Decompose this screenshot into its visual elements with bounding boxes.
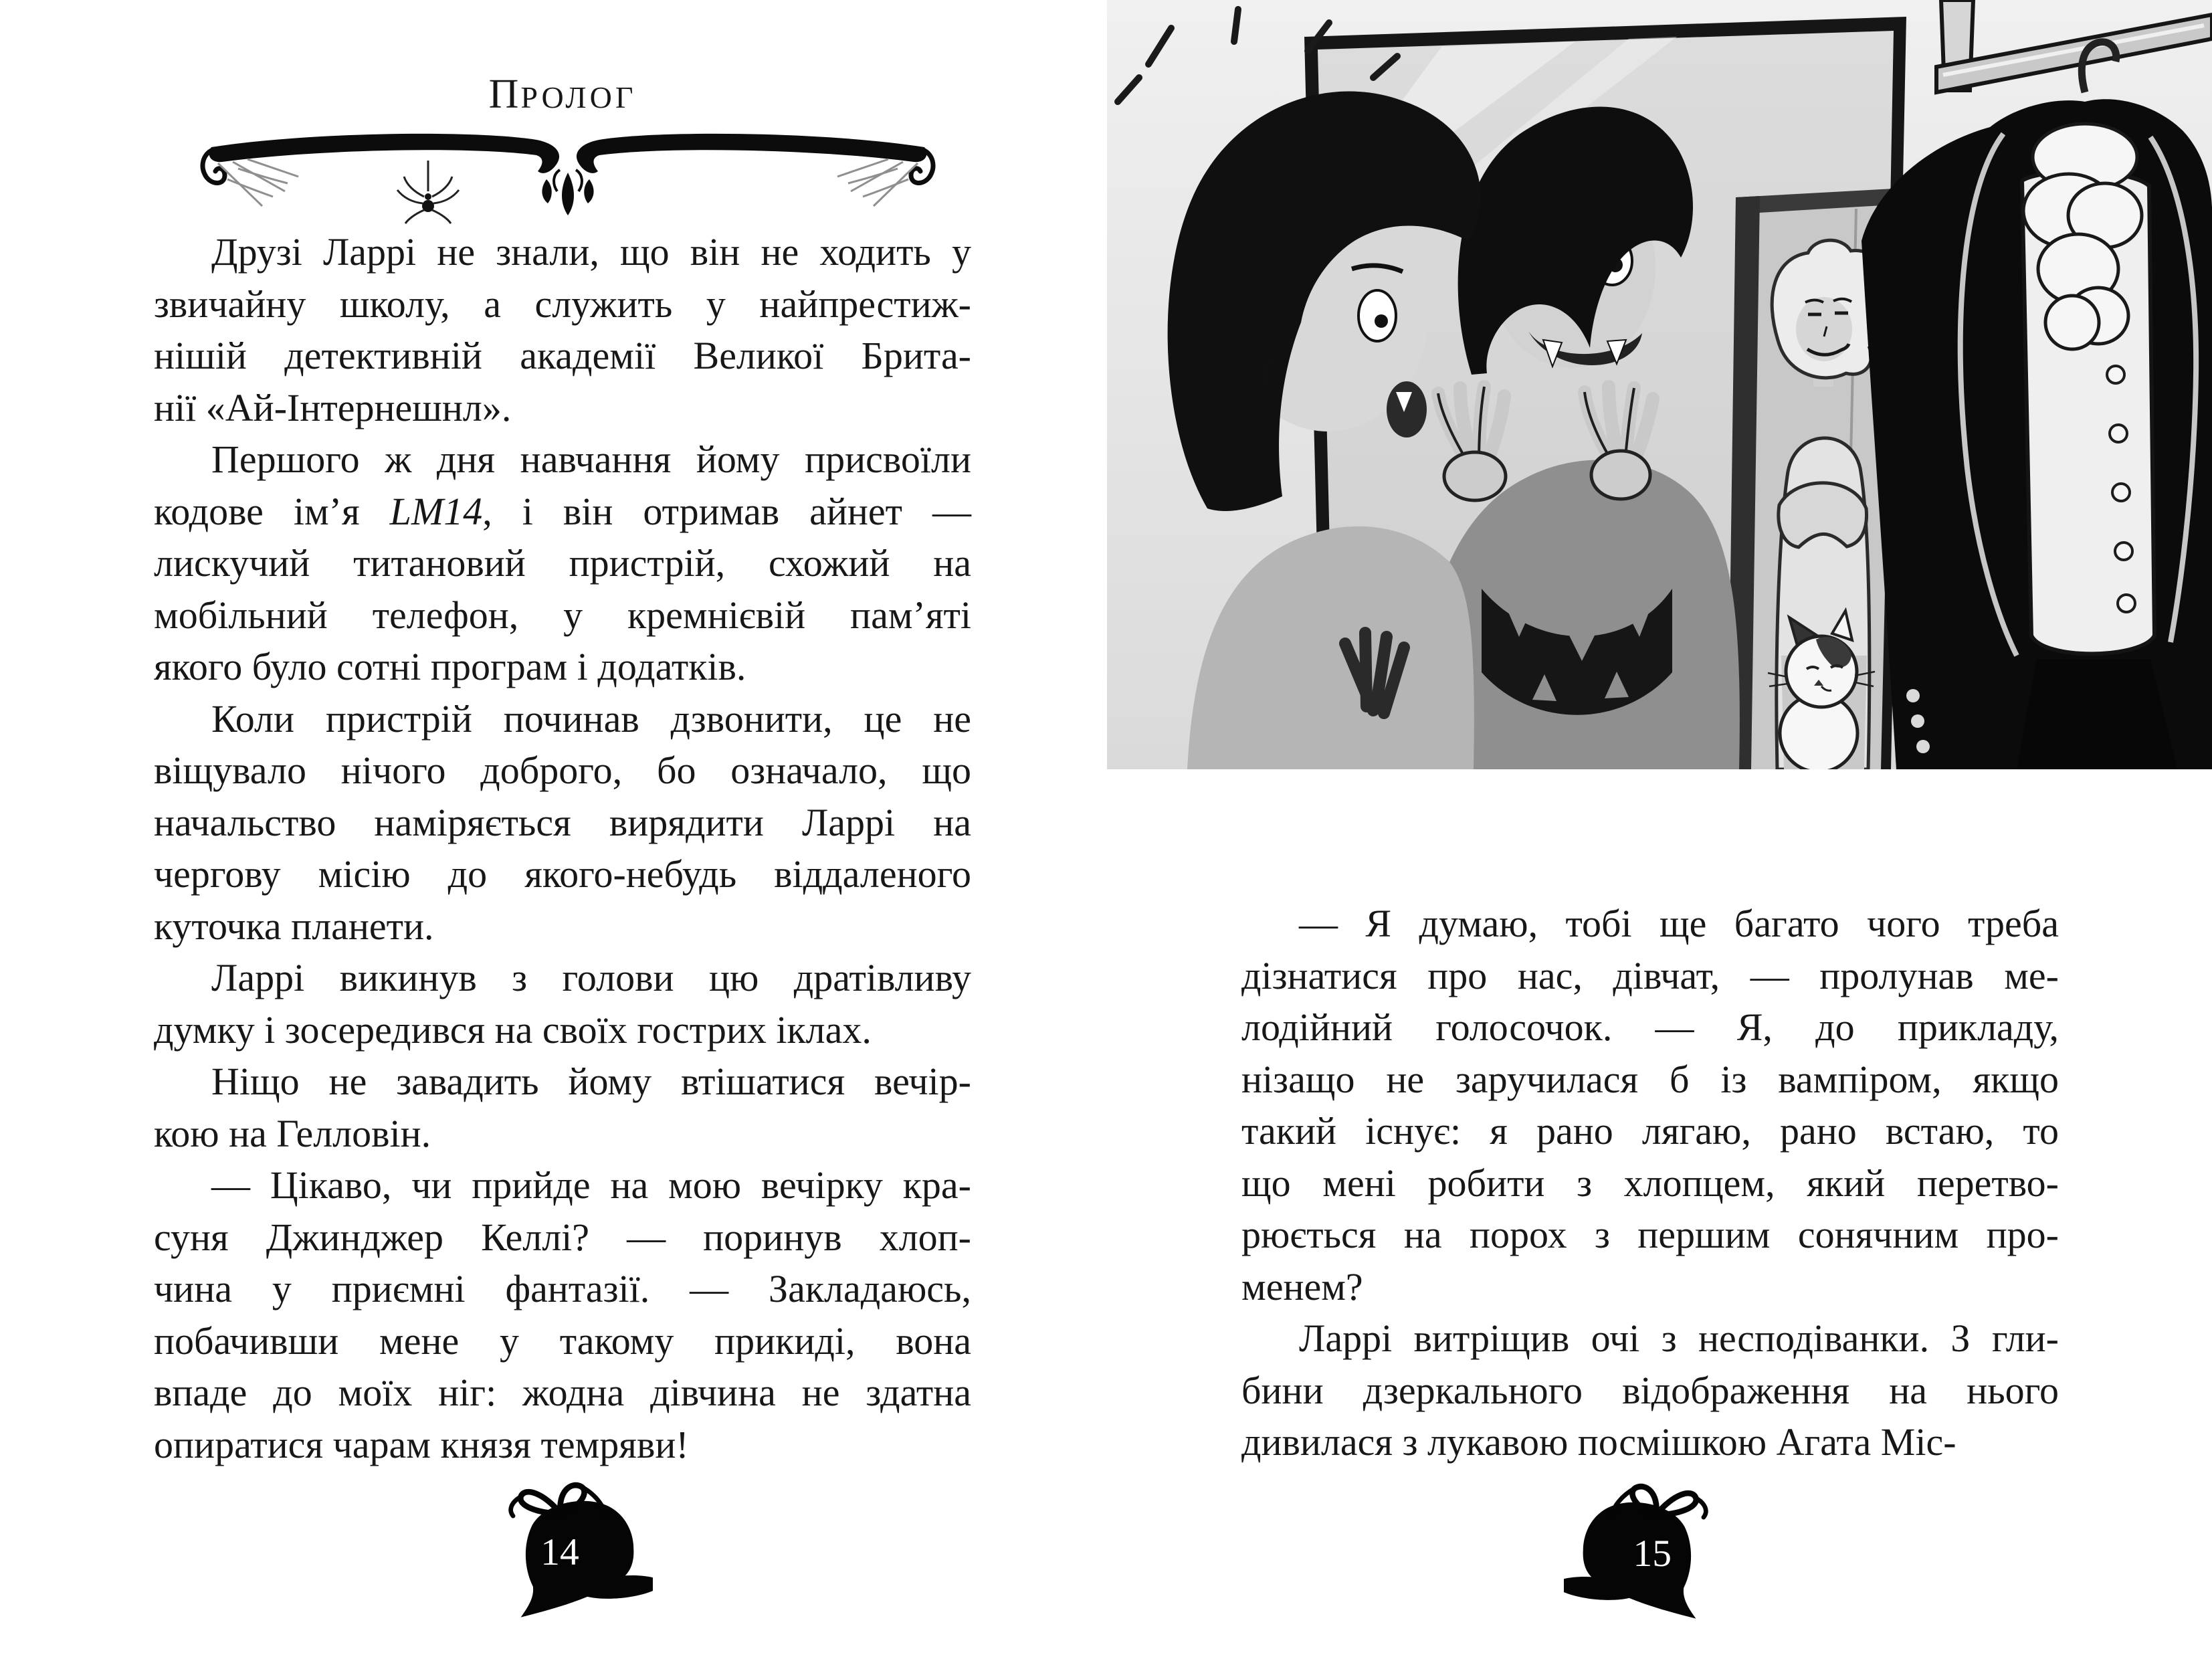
paragraph — [154, 952, 971, 1056]
text-line: звичайну школу, а служить у найпрестиж- — [154, 282, 971, 326]
text-line: такий існує: я рано лягаю, рано встаю, то — [1241, 1109, 2059, 1153]
text-line: побачивши мене у такому прикиді, вона — [154, 1319, 971, 1363]
code-name: LM14 — [389, 489, 483, 533]
text-line: якого було сотні програм і додатків. — [154, 645, 746, 688]
text-line: Коли пристрій починав дзвонити, це не — [211, 696, 971, 741]
text-line: нії «Ай-Інтернешнл». — [154, 385, 512, 429]
paragraph — [1241, 1312, 2059, 1468]
text-line: дивилася з лукавою посмішкою Агата Міс- — [1241, 1420, 1956, 1464]
mirror-scene-illustration — [1107, 0, 2212, 769]
text-line: впаде до моїх ніг: жодна дівчина не здатна — [154, 1371, 971, 1414]
text-line: лискучий титановий пристрій, схожий на — [154, 541, 971, 585]
text-line: думку і зосередився на своїх гострих іклах. — [154, 1007, 872, 1052]
text-line: Першого ж дня навчання йому присвоїли — [211, 437, 971, 481]
text-line: менем? — [1241, 1264, 1363, 1308]
page-number: 15 — [1633, 1533, 1672, 1575]
text-line: опиратися чарам князя темряви! — [154, 1422, 689, 1466]
text-line: лодійний голосочок. — Я, до прикладу, — [1241, 1005, 2059, 1049]
paragraph — [154, 1159, 971, 1470]
text-line: куточка планети. — [154, 904, 434, 948]
paragraph — [154, 693, 971, 953]
text-line: кодове ім’я LM14, і він отримав айнет — — [154, 489, 971, 533]
center-ornament-icon — [542, 170, 593, 215]
text-line: Друзі Ларрі не знали, що він не ходить у — [211, 230, 971, 274]
chapter-title-rest: РОЛОГ — [520, 80, 637, 114]
paragraph — [154, 433, 971, 693]
right-page-text — [1241, 898, 2059, 1468]
chapter-title-initial: П — [488, 72, 521, 117]
paragraph — [154, 226, 971, 433]
chapter-flourish-ornament-icon — [198, 127, 938, 225]
left-page-text — [154, 226, 971, 1470]
text-line: начальство наміряється вирядити Ларрі на — [154, 800, 971, 844]
text-line: рюється на порох з першим сонячним про- — [1241, 1213, 2059, 1256]
paragraph — [1241, 898, 2059, 1312]
text-line: — Цікаво, чи прийде на мою вечірку кра- — [211, 1163, 971, 1207]
page-number-hat-icon — [499, 1477, 653, 1622]
spider-icon — [397, 161, 459, 223]
text-line: Ніщо не завадить йому втішатися вечір- — [211, 1060, 971, 1103]
page-number: 14 — [540, 1531, 579, 1573]
text-line: чина у приємні фантазії. — Закладаюсь, — [154, 1267, 971, 1310]
text-line: нішій детективній академії Великої Брита- — [154, 334, 971, 377]
text-line: чергову місію до якого-небудь віддаленого — [154, 852, 971, 896]
page-number-hat-icon — [1564, 1478, 1718, 1623]
text-line: нізащо не заручилася б із вампіром, якщо — [1241, 1057, 2059, 1101]
text-line: віщувало нічого доброго, бо означало, що — [154, 749, 971, 792]
text-line: суня Джинджер Келлі? — поринув хлоп- — [154, 1215, 971, 1259]
text-line: — Я думаю, тобі ще багато чого треба — [1299, 902, 2059, 945]
text-line: Ларрі викинув з голови цю дратівливу — [211, 956, 971, 999]
text-line: дізнатися про нас, дівчат, — пролунав ме- — [1241, 953, 2059, 997]
page-right — [1106, 0, 2212, 1659]
paragraph — [154, 1056, 971, 1159]
text-line: мобільний телефон, у кремнієвій пам’яті — [154, 593, 971, 637]
text-line: Ларрі витріщив очі з несподіванки. З гли- — [1299, 1316, 2059, 1360]
text-line: кою на Гелловін. — [154, 1111, 431, 1155]
chapter-title — [154, 71, 971, 118]
text-line: що мені робити з хлопцем, який перетво- — [1241, 1161, 2059, 1205]
cobweb-icon — [218, 159, 298, 206]
text-line: бини дзеркального відображення на нього — [1241, 1368, 2059, 1412]
